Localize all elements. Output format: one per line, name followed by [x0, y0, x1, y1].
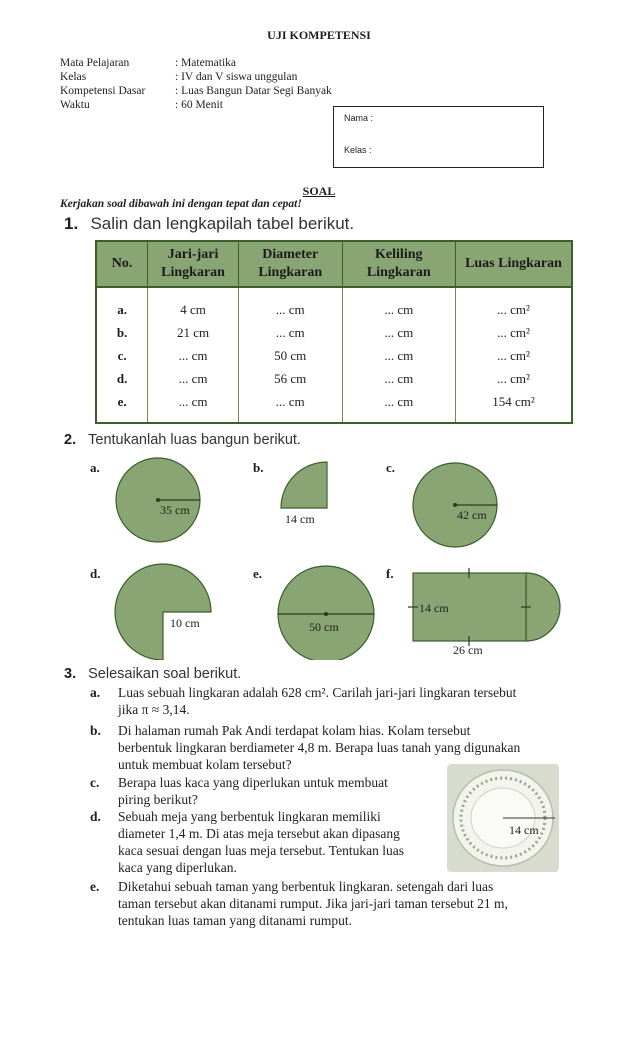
plate-measure: 14 cm — [509, 823, 539, 837]
question-text: Tentukanlah luas bangun berikut. — [88, 432, 301, 448]
item-text — [118, 684, 560, 718]
table-cell: ... cm — [238, 287, 342, 322]
table-cell: b. — [96, 322, 148, 345]
meta-key: Kelas — [60, 71, 87, 83]
figure-b-label: b. — [253, 460, 264, 475]
item-label: b. — [90, 723, 101, 738]
meta-value: : Luas Bangun Datar Segi Banyak — [175, 85, 332, 97]
table-cell: ... cm — [148, 391, 239, 423]
question-number: 3. — [64, 666, 77, 682]
item-line: jika π ≈ 3,14. — [118, 702, 190, 717]
item-line: kaca sesuai dengan luas meja tersebut. Tentukan luas — [118, 843, 404, 858]
table-cell: ... cm — [342, 322, 455, 345]
figure-a-measure: 35 cm — [160, 503, 190, 517]
item-line: Di halaman rumah Pak Andi terdapat kolam hias. Kolam tersebut — [118, 723, 471, 738]
item-text — [118, 722, 560, 773]
item-line: tentukan luas taman yang ditanami rumput. — [118, 913, 352, 928]
item-label: e. — [90, 879, 100, 894]
meta-key: Kompetensi Dasar — [60, 85, 146, 97]
figure-e-measure: 50 cm — [309, 620, 339, 634]
question-3e — [90, 878, 560, 932]
figure-f-label: f. — [386, 566, 394, 581]
table-cell: ... cm — [342, 368, 455, 391]
item-label: a. — [90, 685, 101, 700]
meta-value: : 60 Menit — [175, 99, 223, 111]
table-cell: e. — [96, 391, 148, 423]
col-header-circumference: Keliling Lingkaran — [342, 241, 455, 287]
col-header-area: Luas Lingkaran — [456, 241, 572, 287]
question-3a — [90, 684, 560, 720]
item-line: berbentuk lingkaran berdiameter 4,8 m. Berapa luas tanah yang digunakan — [118, 740, 521, 755]
item-line: Luas sebuah lingkaran adalah 628 cm². Carilah jari-jari lingkaran tersebut — [118, 685, 517, 700]
name-field-label: Nama : — [344, 113, 374, 123]
figure-f-height: 14 cm — [419, 601, 449, 615]
table-cell: ... cm — [238, 322, 342, 345]
figure-f-width: 26 cm — [453, 643, 483, 657]
question-3c — [90, 774, 442, 810]
table-cell: ... cm — [148, 368, 239, 391]
item-label: d. — [90, 809, 101, 824]
table-cell: ... cm² — [497, 325, 530, 341]
class-field-label: Kelas : — [344, 145, 372, 155]
table-cell: c. — [96, 345, 148, 368]
figure-c-label: c. — [386, 460, 396, 475]
col-header-diameter: Diameter Lingkaran — [238, 241, 342, 287]
figure-b-quarter-circle — [281, 462, 327, 508]
meta-key: Mata Pelajaran — [60, 57, 130, 69]
figure-e-label: e. — [253, 566, 263, 581]
meta-value: : Matematika — [175, 57, 236, 69]
document-title: UJI KOMPETENSI — [267, 28, 371, 42]
figure-c-measure: 42 cm — [457, 508, 487, 522]
item-line: Diketahui sebuah taman yang berbentuk lingkaran. setengah dari luas — [118, 879, 494, 894]
center-dot — [324, 612, 328, 616]
table-cell: 21 cm — [148, 322, 239, 345]
figure-a-label: a. — [90, 460, 100, 475]
question-3d — [90, 808, 442, 880]
question-3-heading — [64, 666, 241, 682]
table-cell: ... cm — [148, 345, 239, 368]
col-header-radius: Jari-jari Lingkaran — [148, 241, 239, 287]
plate-photo — [447, 764, 559, 872]
question-number: 1. — [64, 214, 79, 233]
item-text — [118, 878, 560, 929]
table-cell: a. — [96, 287, 148, 322]
plate-image — [447, 764, 559, 872]
figure-b-measure: 14 cm — [285, 512, 315, 526]
figure-f-half-circle — [526, 573, 560, 641]
item-line: Berapa luas kaca yang diperlukan untuk membuat — [118, 775, 388, 790]
item-line: kaca yang diperlukan. — [118, 860, 237, 875]
table-cell: ... cm² — [497, 348, 530, 364]
question-text: Salin dan lengkapilah tabel berikut. — [90, 214, 355, 233]
section-title: SOAL — [302, 184, 336, 198]
item-label: c. — [90, 775, 100, 790]
table-cell: ... cm² — [497, 371, 530, 387]
instruction: Kerjakan soal dibawah ini dengan tepat dan cepat! — [60, 198, 302, 210]
col-header-no: No. — [96, 241, 148, 287]
table-cell: ... cm² — [497, 301, 530, 317]
table-cell: d. — [96, 368, 148, 391]
item-line: untuk membuat kolam tersebut? — [118, 757, 292, 772]
item-line: diameter 1,4 m. Di atas meja tersebut akan dipasang — [118, 826, 400, 841]
table-cell: ... cm — [342, 391, 455, 423]
table-cell: 56 cm — [238, 368, 342, 391]
item-line: piring berikut? — [118, 792, 198, 807]
table-cell: ... cm — [342, 287, 455, 322]
table-cell: ... cm — [342, 345, 455, 368]
table-cell: 154 cm² — [492, 394, 535, 410]
item-text — [118, 808, 442, 876]
table-cell: 4 cm — [148, 287, 239, 322]
item-line: Sebuah meja yang berbentuk lingkaran memiliki — [118, 809, 381, 824]
table-cell: 50 cm — [238, 345, 342, 368]
table-cell: ... cm — [238, 391, 342, 423]
item-line: taman tersebut akan ditanami rumput. Jika jari-jari taman tersebut 21 m, — [118, 896, 508, 911]
item-text — [118, 774, 442, 808]
figure-d-three-quarter-circle — [115, 564, 211, 660]
figure-d-label: d. — [90, 566, 101, 581]
question-number: 2. — [64, 432, 77, 448]
meta-value: : IV dan V siswa unggulan — [175, 71, 298, 83]
meta-key: Waktu — [60, 99, 90, 111]
figure-d-measure: 10 cm — [170, 616, 200, 630]
question-text: Selesaikan soal berikut. — [88, 666, 242, 682]
question-3b — [90, 722, 560, 776]
